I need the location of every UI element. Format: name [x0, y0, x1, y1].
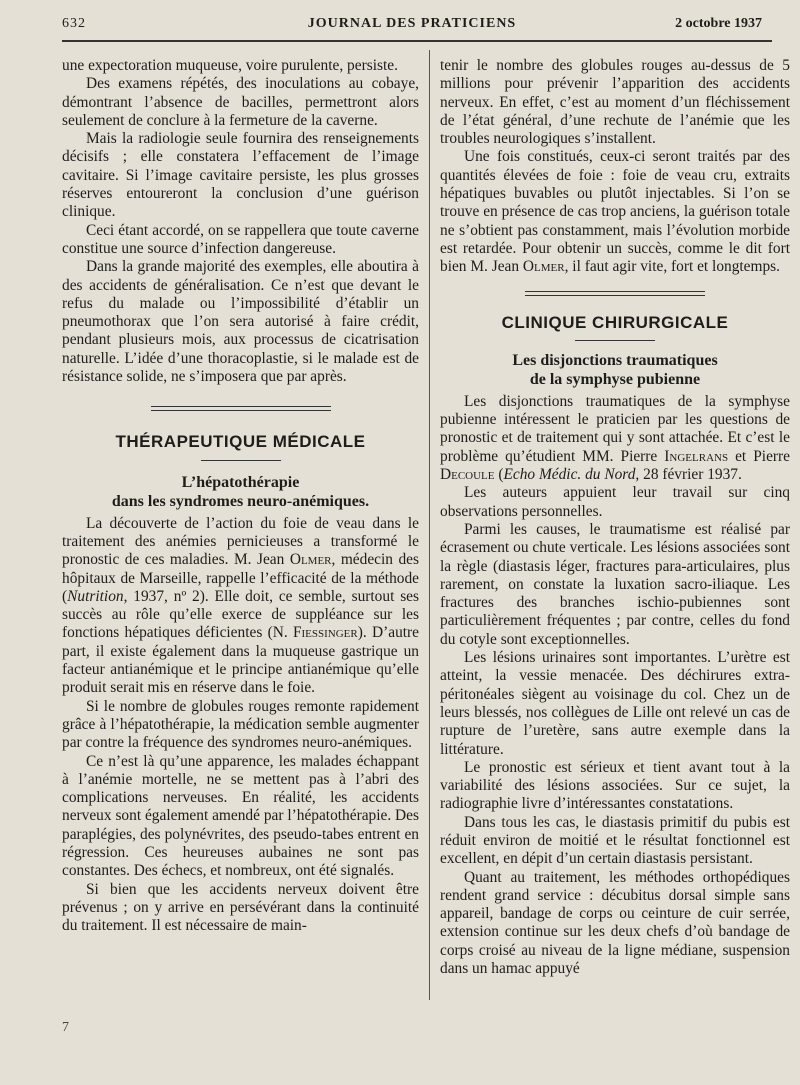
paragraph: Une fois constitués, ceux-ci seront traités par des quantités élevées de foie : foie de veau cru, extraits hépatiques buvables ou plutôt injectables. Si l’on se trouve en présence de cas trop anciens, la guérison totale ne s’obtient pas constamment, mais l’évolution morbide est retardée. Pour obtenir un succès, comme le dit fort bien M. Jean Olmer, il faut agir vite, fort et longtemps.: [440, 148, 790, 276]
paragraph: Ce n’est là qu’une apparence, les malades échappant à l’anémie mortelle, ne se mettent pas à l’abri des complications nerveuses. En réalité, les accidents nerveux sont également amendé par l’hépatothérapie. Des paraplégies, des polynévrites, des pseudo-tabes entrent en régression. Ces heureuses aubaines ne sont pas constantes. Des échecs, et nombreux, ont été signalés.: [62, 752, 419, 880]
paragraph: Si bien que les accidents nerveux doivent être prévenus ; on y arrive en persévérant dans la continuité du traitement. Il est nécessaire de main-: [62, 880, 419, 935]
journal-citation: Echo Médic. du Nord: [503, 466, 636, 484]
paragraph: Les disjonctions traumatiques de la symphyse pubienne intéressent le praticien par les questions de pronostic et de traitement qui y sont attachée. Et c’est le problème qu’étudient MM. Pierre Ingelrans et Pierre Decoule (Echo Médic. du Nord, 28 février 1937.: [440, 392, 790, 484]
paragraph: Les lésions urinaires sont importantes. L’urètre est atteint, la vessie menacée. Des déchirures extra-péritonéales siègent au voisinage du col. Chez un de leurs blessés, nos collègues de Lille ont relevé un cas de rupture de l’uretère, sans autre exemple dans la littérature.: [440, 649, 790, 758]
paragraph: Parmi les causes, le traumatisme est réalisé par écrasement ou chute verticale. Les lésions associées sont la règle (diastasis léger, fractures para-articulaires, plus rarement, on constate la luxation sacro-iliaque. Les fractures des branches ischio-pubiennes sont particulièrement fréquentes ; par contre, celles du fond du cotyle sont exceptionnelles.: [440, 520, 790, 648]
article-title-line1: L’hépatothérapie: [181, 473, 300, 491]
article-title-line2: dans les syndromes neuro-anémiques.: [111, 492, 370, 510]
right-column: [440, 57, 790, 978]
author-name: Olmer: [522, 258, 565, 276]
section-title: THÉRAPEUTIQUE MÉDICALE: [115, 432, 366, 452]
column-rule: [429, 50, 430, 1000]
page-header: [62, 16, 762, 38]
author-name: Ingelrans: [664, 447, 729, 465]
article-title-line1: Les disjonctions traumatiques: [512, 351, 718, 369]
issue-date: 2 octobre 1937: [675, 16, 762, 31]
paragraph: Le pronostic est sérieux et tient avant tout à la variabilité des lésions associées. Sur ce sujet, la radiographie livre d’intéressantes constatations.: [440, 758, 790, 813]
paragraph: Les auteurs appuient leur travail sur cinq observations personnelles.: [440, 484, 790, 520]
paragraph: tenir le nombre des globules rouges au-dessus de 5 millions pour prévenir l’apparition des accidents nerveux. En effet, c’est au moment d’un fléchissement de l’état général, d’une rechute de l’anémie que les troubles neurologiques s’installent.: [440, 57, 790, 148]
paragraph: Dans la grande majorité des exemples, elle aboutira à des accidents de généralisation. Ce n’est que devant le refus du malade ou l’impossibilité d’établir un pneumothorax que l’on sera autorisé à faire crédit, pendant plusieurs mois, aux processus de cicatrisation naturelle. L’idée d’une thoracoplastie, si le malade est de résistance solide, ne s’imposera que par après.: [62, 258, 419, 386]
paragraph: Si le nombre de globules rouges remonte rapidement grâce à l’hépatothérapie, la médication semble augmenter par contre la fréquence des syndromes neuro-anémiques.: [62, 697, 419, 752]
paragraph: Mais la radiologie seule fournira des renseignements décisifs ; elle constatera l’effacement de l’image cavitaire. Si l’image cavitaire persiste, les plus grosses réserves entoureront la conclusion d’une guérison clinique.: [62, 130, 419, 221]
paragraph: une expectoration muqueuse, voire purulente, persiste.: [62, 57, 398, 74]
header-rule: [62, 40, 772, 42]
article-title: [62, 473, 419, 511]
journal-title: JOURNAL DES PRATICIENS: [307, 16, 517, 31]
paragraph: Ceci étant accordé, on se rappellera que toute caverne constitue une source d’infection dangereuse.: [62, 221, 419, 257]
paragraph: Des examens répétés, des inoculations au cobaye, démontrant l’absence de bacilles, permettront alors seulement de conclure à la fermeture de la caverne.: [62, 75, 419, 129]
article-title-line2: de la symphyse pubienne: [529, 370, 701, 388]
author-name: Fiessinger: [292, 624, 358, 642]
paragraph: Quant au traitement, les méthodes orthopédiques rendent grand service : décubitus dorsal simple sans appareil, bandage de corps ou ceinture de cuir serrée, extension continue sur les deux chefs d’où bandage de corps croisé au niveau de la ligne médiane, suspension dans un hamac appuyé: [440, 868, 790, 978]
left-column: [62, 57, 419, 935]
section-title: CLINIQUE CHIRURGICALE: [501, 312, 729, 332]
page-number: 632: [62, 16, 86, 31]
paragraph: La découverte de l’action du foie de veau dans le traitement des anémies pernicieuses a transformé le pronostic de ces maladies. M. Jean Olmer, médecin des hôpitaux de Marseille, rappelle l’efficacité de la méthode (Nutrition, 1937, nº 2). Elle doit, ce semble, surtout ses succès au rôle qu’elle exerce de suppléance sur les fonctions hépatiques déficientes (N. Fiessinger). D’autre part, il existe également dans la muqueuse gastrique un facteur antianémique et le principe antianémique qu’elle produit serait mis en réserve dans le foie.: [62, 514, 419, 697]
article-title: [440, 351, 790, 389]
author-name: Olmer: [289, 551, 332, 569]
paragraph: Dans tous les cas, le diastasis primitif du pubis est réduit environ de moitié et le résultat fonctionnel est excellent, en dépit d’un certain diastasis persistant.: [440, 813, 790, 868]
footer-mark: 7: [62, 1020, 69, 1035]
journal-citation: Nutrition: [67, 587, 124, 605]
author-name: Decoule: [440, 466, 495, 484]
